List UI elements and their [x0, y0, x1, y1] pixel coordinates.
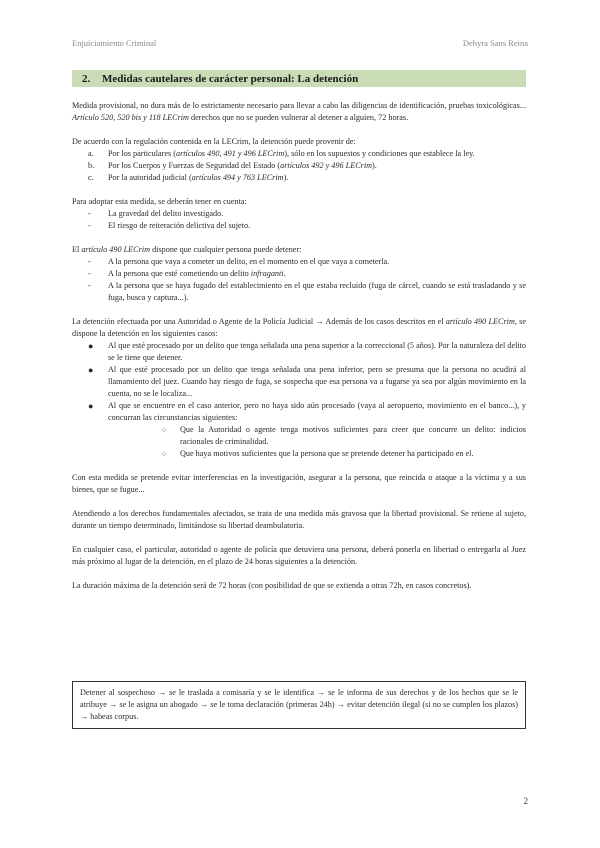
circle-bullet-icon: ○ — [162, 426, 167, 434]
art490-list — [72, 256, 526, 304]
list-item: - A la persona que esté cometiendo un delito infraganti. — [88, 269, 286, 278]
list-item: - A la persona que vaya a cometer un delito, en el momento en el que vaya a cometerla. — [88, 257, 390, 266]
list-item: a. Por los particulares (artículos 490, 491 y 496 LECrim), sólo en los supuestos y condiciones que establece la ley. — [88, 149, 475, 158]
list-item: ● Al que se encuentre en el caso anterior, pero no haya sido aún procesado (vaya al aeropuerto, movimiento en el banco...), y concurran las circunstancias siguientes: ○ Que la Autoridad o agente tenga motivos suficientes para creer que concurre un delito: indicios racionales de criminalidad. ○ Que haya motivos suficientes que la persona que se pretende detener ha participado en el. — [88, 401, 526, 458]
police-bullets — [72, 340, 526, 460]
list-item: ○ Que la Autoridad o agente tenga motivos suficientes para creer que concurre un delito: indicios racionales de criminalidad. — [162, 425, 526, 446]
aim-paragraph: Con esta medida se pretende evitar interferencias en la investigación, asegurar a la persona, que reincida o ataque a la víctima y a sus bienes, que se fugue... — [72, 473, 526, 494]
consider-list — [72, 208, 526, 232]
list-item: - El riesgo de reiteración delictiva del sujeto. — [88, 221, 251, 230]
consider-lead: Para adoptar esta medida, se deberán tener en cuenta: — [72, 197, 247, 206]
section-heading — [72, 70, 526, 87]
list-item: ● Al que esté procesado por un delito que tenga señalada una pena inferior, pero se presuma que la persona no acudirá al llamamiento del juez. Cuando hay riesgo de fuga, se sospecha que esa persona va a fugarse ya sea por algún movimiento en la cuenta, no se le localiza... — [88, 365, 526, 398]
origin-list — [72, 148, 526, 184]
list-item: c. Por la autoridad judicial (artículos 494 y 763 LECrim). — [88, 173, 289, 182]
list-item: ● Al que esté procesado por un delito que tenga señalada una pena superior a la correccional (5 años). Por la naturaleza del delito se le tiene que detener. — [88, 341, 526, 362]
delivery-paragraph: En cualquier caso, el particular, autoridad o agente de policía que detuviera una persona, deberá ponerla en libertad o entregarla al Juez más próximo al lugar de la detención, en el plazo de 24 horas siguientes a la detención. — [72, 545, 526, 566]
page-number: 2 — [523, 796, 528, 806]
section-title: Medidas cautelares de carácter personal: La detención — [102, 72, 359, 85]
bullet-icon: ● — [88, 401, 94, 411]
rights-paragraph: Atendiendo a los derechos fundamentales afectados, se trata de una medida más gravosa que la libertad provisional. Se retiene al sujeto, durante un tiempo determinado, limitándose su libertad deambulatoria. — [72, 509, 526, 530]
document-body — [72, 100, 526, 604]
art490-lead: El artículo 490 LECrim dispone que cualquier persona puede detener: — [72, 245, 302, 254]
list-item: - La gravedad del delito investigado. — [88, 209, 224, 218]
intro-paragraph: Medida provisional, no dura más de lo estrictamente necesario para llevar a cabo las diligencias de identificación, pruebas toxicológicas... Artículo 520, 520 bis y 118 LECrim derechos que no se pueden vulnerar al detener a alguien, 72 horas. — [72, 101, 526, 122]
header-author: Dehyra Sans Reina — [462, 38, 528, 48]
header-course: Enjuiciamiento Criminal — [72, 38, 157, 48]
police-lead: La detención efectuada por una Autoridad o Agente de la Policía Judicial → Además de los casos descritos en el artículo 490 LECrim, se dispone la detención en los siguientes casos: — [72, 317, 526, 338]
page-header — [72, 38, 528, 48]
summary-box: Detener al sospechoso → se le traslada a comisaría y se le identifica → se le informa de sus derechos y de los hechos que se le atribuye → se le asigna un abogado → se le toma declaración (primeras 24h) → evitar detención ilegal (si no se cumplen los plazos) → habeas corpus. — [72, 681, 526, 729]
list-item: ○ Que haya motivos suficientes que la persona que se pretende detener ha participado en el. — [162, 449, 474, 458]
circle-bullet-icon: ○ — [162, 450, 167, 458]
duration-paragraph: La duración máxima de la detención será de 72 horas (con posibilidad de que se extienda a otras 72h, en casos concretos). — [72, 581, 472, 590]
bullet-icon: ● — [88, 365, 94, 375]
list-item: b. Por los Cuerpos y Fuerzas de Seguridad del Estado (artículos 492 y 496 LECrim). — [88, 161, 377, 170]
origin-lead: De acuerdo con la regulación contenida en la LECrim, la detención puede provenir de: — [72, 137, 356, 146]
section-number: 2. — [82, 72, 91, 85]
police-subcircles — [108, 424, 526, 460]
bullet-icon: ● — [88, 341, 94, 351]
list-item: - A la persona que se haya fugado del establecimiento en el que estaba recluido (fuga de cárcel, cuando se está trasladando y se fuga, busca y captura...). — [88, 281, 526, 302]
